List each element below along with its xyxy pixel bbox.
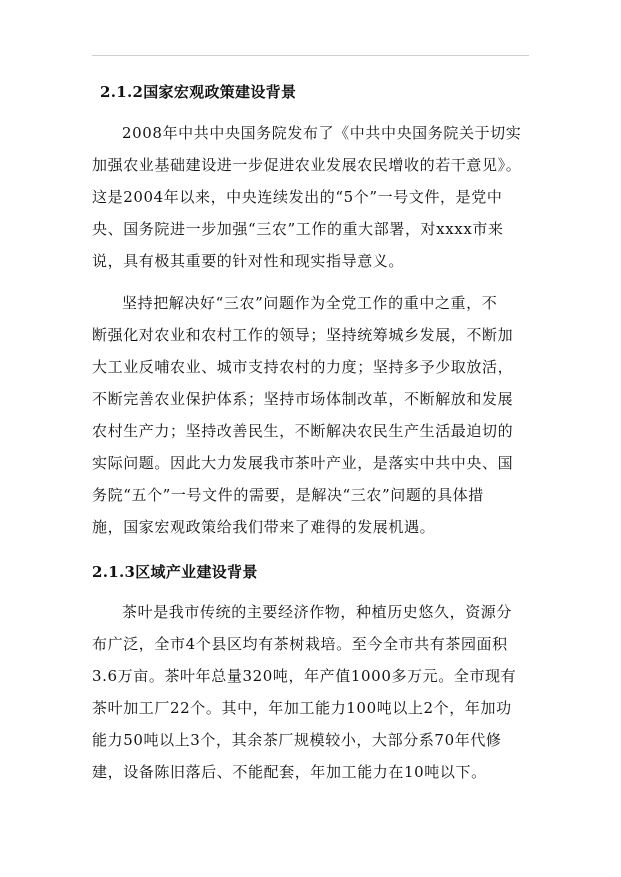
section-heading-2-1-3: 2.1.3区域产业建设背景: [92, 563, 258, 581]
text-line: 布广泛，全市4个县区均有茶树栽培。至今全市共有茶园面积: [92, 635, 508, 653]
text-line: 能力50吨以上3个，其余茶厂规模较小，大部分系70年代修: [92, 731, 502, 749]
text-line: 施，国家宏观政策给我们带来了难得的发展机遇。: [92, 518, 436, 536]
text-line: 加强农业基础建设进一步促进农业发展农民增收的若干意见》。: [92, 156, 522, 174]
text-line: 建，设备陈旧落后、不能配套，年加工能力在10吨以下。: [92, 763, 487, 781]
text-line: 3.6万亩。茶叶年总量320吨，年产值1000多万元。全市现有: [92, 667, 517, 685]
header-rule: [92, 55, 529, 56]
text-line: 断强化对农业和农村工作的领导；坚持统筹城乡发展，不断加: [92, 326, 514, 344]
text-line: 说，具有极其重要的针对性和现实指导意义。: [92, 252, 405, 270]
text-line: 茶叶加工厂22个。其中，年加工能力100吨以上2个，年加功: [92, 699, 512, 717]
text-line: 农村生产力；坚持改善民生，不断解决农民生产生活最迫切的: [92, 422, 514, 440]
text-line: 这是2004年以来，中央连续发出的“5个”一号文件，是党中: [92, 188, 503, 206]
section-heading-2-1-2: 2.1.2国家宏观政策建设背景: [100, 83, 297, 101]
text-line: 不断完善农业保护体系；坚持市场体制改革，不断解放和发展: [92, 390, 514, 408]
text-line: 2008年中共中央国务院发布了《中共中央国务院关于切实: [122, 124, 522, 142]
text-line: 央、国务院进一步加强“三农”工作的重大部署，对xxxx市来: [92, 220, 504, 238]
text-line: 坚持把解决好“三农”问题作为全党工作的重中之重，不: [122, 294, 498, 312]
text-line: 茶叶是我市传统的主要经济作物，种植历史悠久，资源分: [122, 603, 513, 621]
text-line: 实际问题。因此大力发展我市茶叶产业，是落实中共中央、国: [92, 454, 514, 472]
text-line: 大工业反哺农业、城市支持农村的力度；坚持多予少取放活，: [92, 358, 514, 376]
text-line: 务院“五个”一号文件的需要，是解决“三农”问题的具体措: [92, 486, 484, 504]
